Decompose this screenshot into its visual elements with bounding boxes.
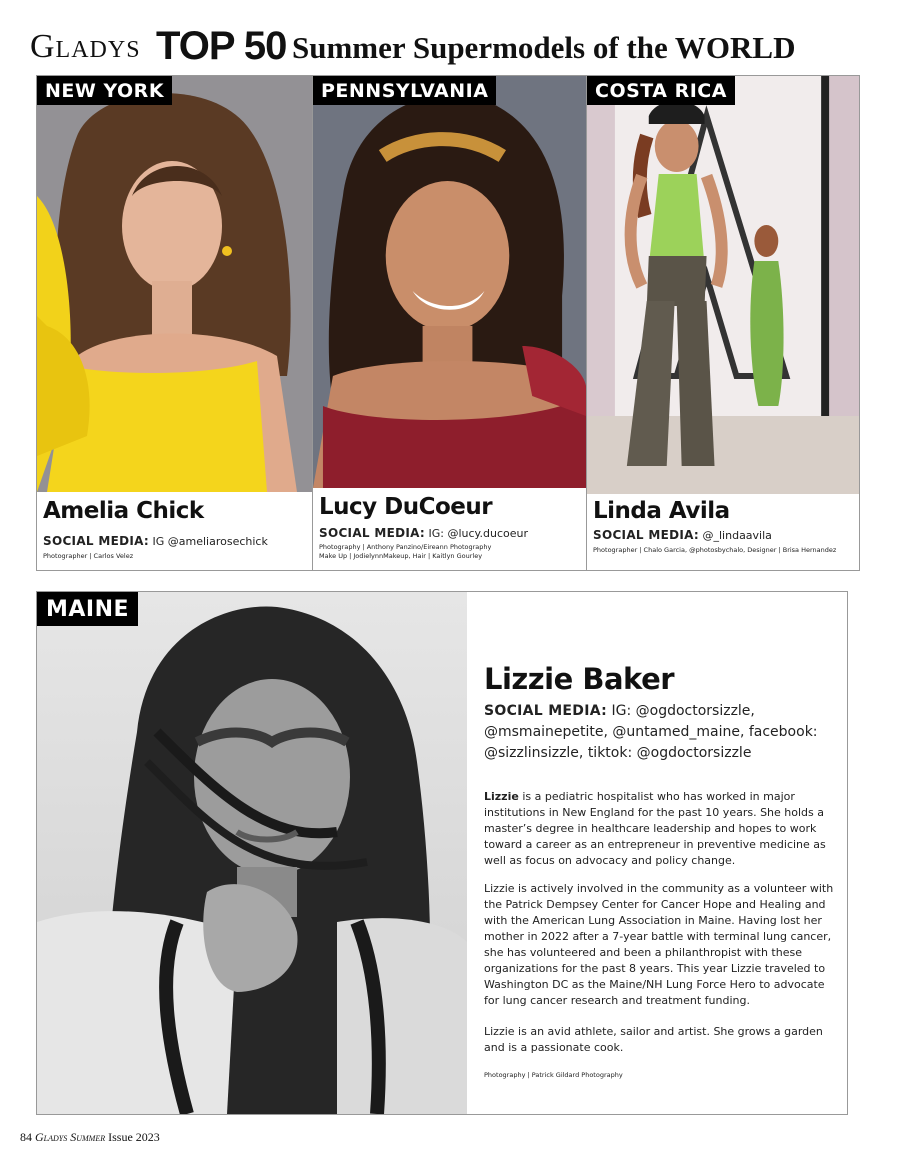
featured-model-maine: [36, 591, 848, 1115]
page-number: 84: [20, 1130, 32, 1144]
state-label: PENNSYLVANIA: [313, 76, 496, 105]
model-card-new-york: [37, 76, 312, 570]
featured-photo-credit: Photography | Patrick Gildard Photography: [484, 1071, 623, 1079]
brand-logo: Gladys: [30, 28, 141, 65]
model-card-pennsylvania: [312, 76, 586, 570]
model-photo: [587, 76, 859, 494]
photo-credit: Photographer | Chalo Garcia, @photosbychalo, Designer | Brisa Hernandez: [593, 546, 837, 554]
bw-portrait-image: [37, 592, 467, 1114]
runway-image: [587, 76, 859, 494]
social-media-label: SOCIAL MEDIA:: [319, 526, 425, 540]
social-handles: IG @ameliarosechick: [152, 535, 268, 548]
model-name: Amelia Chick: [43, 498, 204, 524]
social-media-label: SOCIAL MEDIA:: [43, 534, 149, 548]
bio-lead-name: Lizzie: [484, 790, 519, 803]
model-name: Linda Avila: [593, 498, 730, 524]
page-footer: [20, 1130, 160, 1145]
issue-label: Issue 2023: [108, 1130, 160, 1144]
state-label: COSTA RICA: [587, 76, 735, 105]
publication-name: Gladys Summer: [35, 1130, 106, 1144]
social-media-line: [319, 526, 528, 540]
top50-heading: TOP 50: [156, 24, 287, 68]
portrait-image: [313, 76, 586, 488]
makeup-credit: Make Up | JodielynnMakeup, Hair | Kaitlyn Gourley: [319, 552, 483, 560]
photo-credit: Photographer | Carlos Velez: [43, 552, 134, 560]
model-name: Lucy DuCoeur: [319, 494, 493, 520]
model-photo: [37, 76, 312, 492]
state-label: MAINE: [37, 592, 138, 626]
featured-model-name: Lizzie Baker: [484, 662, 675, 696]
model-cards-row: [36, 75, 860, 571]
social-media-line: [593, 528, 772, 542]
bio-paragraph-1: [484, 789, 840, 869]
social-media-label: SOCIAL MEDIA:: [593, 528, 699, 542]
bio-paragraph-3: Lizzie is an avid athlete, sailor and artist. She grows a garden and is a passionate cook.: [484, 1025, 823, 1054]
state-label: NEW YORK: [37, 76, 172, 105]
photo-credit: Photography | Anthony Panzino/Eireann Photography: [319, 543, 492, 551]
bio-paragraph-2: Lizzie is actively involved in the community as a volunteer with the Patrick Dempsey Center for Cancer Hope and Healing and with the American Lung Association in Maine. Having lost her mother in 2022 after a 7-year battle with terminal lung cancer, she has volunteered and been a philanthropist with these organizations for the past 8 years. This year Lizzie traveled to Washington DC as the Maine/NH Lung Force Hero to advocate for lung cancer research and treatment funding.: [484, 882, 834, 1007]
model-card-costa-rica: [586, 76, 859, 570]
social-handles: IG: @ogdoctorsizzle, @msmainepetite, @untamed_maine, facebook: @sizzlinsizzle, tiktok: @ogdoctorsizzle: [484, 703, 818, 761]
featured-photo: [37, 592, 467, 1114]
social-media-line: [43, 534, 268, 548]
model-photo: [313, 76, 586, 488]
featured-social-media: [484, 701, 844, 764]
page-tagline: Summer Supermodels of the WORLD: [292, 30, 796, 65]
social-handles: IG: @lucy.ducoeur: [428, 527, 528, 540]
social-handles: @_lindaavila: [702, 529, 772, 542]
portrait-image: [37, 76, 312, 492]
social-media-label: SOCIAL MEDIA:: [484, 703, 608, 719]
page-header: [26, 26, 876, 70]
bio-paragraph-1-text: is a pediatric hospitalist who has worked in major institutions in New England for the past 10 years. She holds a master’s degree in healthcare leadership and hopes to work toward a career as an entrepreneur in preventive medicine as well as focus on advocacy and policy change.: [484, 790, 826, 867]
